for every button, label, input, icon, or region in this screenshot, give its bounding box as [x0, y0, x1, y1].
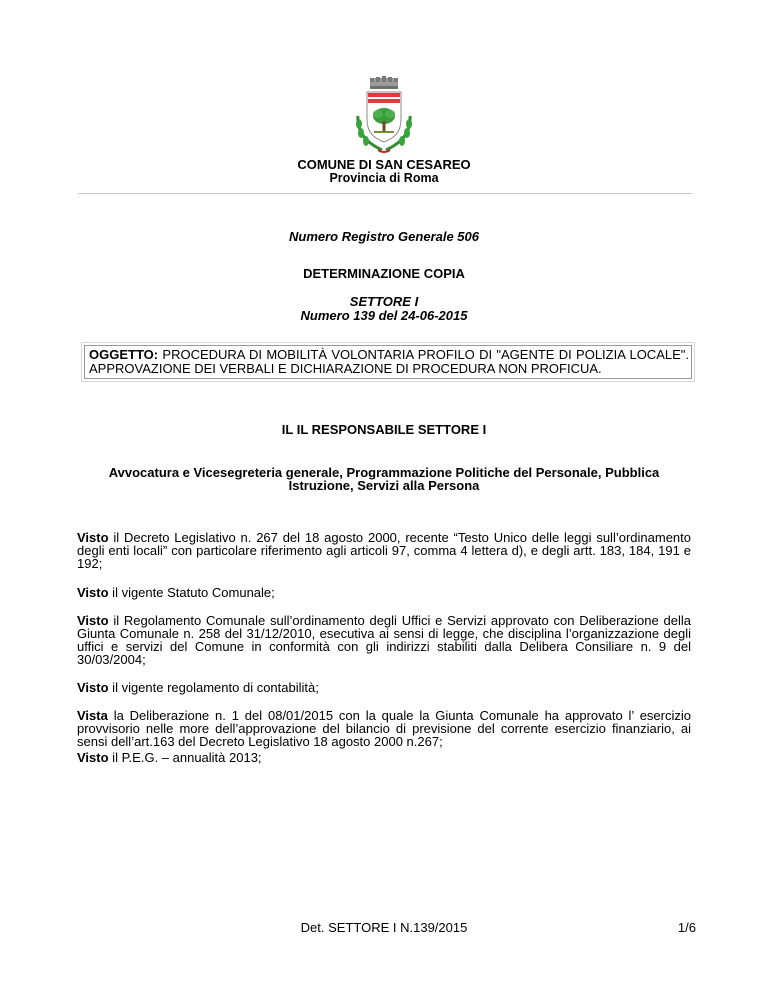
paragraph-text: il vigente regolamento di contabilità; [108, 680, 319, 695]
comune-name: COMUNE DI SAN CESAREO [297, 157, 471, 172]
settore-label: SETTORE I [349, 294, 419, 309]
paragraph-lead: Visto [77, 750, 109, 765]
crown-icon [370, 76, 398, 89]
paragraph-vista-deliberazione [77, 709, 691, 748]
registro-generale: Numero Registro Generale 506 [288, 229, 480, 244]
paragraph-visto-decreto [77, 531, 691, 570]
paragraph-text: il P.E.G. – annualità 2013; [108, 750, 262, 765]
paragraph-text: il vigente Statuto Comunale; [108, 585, 275, 600]
paragraph-lead: Vista [77, 708, 108, 723]
numero-determinazione: Numero 139 del 24-06-2015 [300, 308, 468, 323]
paragraph-visto-regolamento [77, 614, 691, 666]
paragraph-lead: Visto [77, 530, 109, 545]
paragraph-text: la Deliberazione n. 1 del 08/01/2015 con la quale la Giunta Comunale ha approvato l’ esercizio provvisorio nelle more dell’approvazione del bilancio di previsione del corrente esercizio finanziario, ai sensi dell’art.163 del Decreto Legislativo 18 agosto 2000 n.267; [77, 708, 691, 749]
paragraph-visto-statuto [77, 586, 691, 599]
oggetto-label: OGGETTO: [89, 347, 159, 362]
footer-page-number: 1/6 [677, 920, 696, 935]
header-divider [78, 193, 692, 194]
provincia-name: Provincia di Roma [329, 171, 439, 185]
paragraph-text: il Decreto Legislativo n. 267 del 18 agosto 2000, recente “Testo Unico delle leggi sull’ordinamento degli enti locali” con particolare riferimento agli articoli 97, comma 4 lettera d), e degli artt. 183, 184, 191 e 192; [77, 530, 691, 571]
oggetto-box [84, 345, 692, 379]
responsabile-heading: IL IL RESPONSABILE SETTORE I [281, 422, 487, 437]
comune-crest-emblem [346, 76, 422, 156]
paragraph-lead: Visto [77, 680, 109, 695]
footer-document-reference: Det. SETTORE I N.139/2015 [300, 920, 468, 935]
paragraph-visto-peg [77, 751, 691, 764]
settore-description: Avvocatura e Vicesegreteria generale, Programmazione Politiche del Personale, Pubblica Istruzione, Servizi alla Persona [108, 465, 660, 493]
paragraph-lead: Visto [77, 613, 109, 628]
paragraph-visto-contabilita [77, 681, 691, 694]
oggetto-text: PROCEDURA DI MOBILITÀ VOLONTARIA PROFILO DI "AGENTE DI POLIZIA LOCALE". APPROVAZIONE DEI VERBALI E DICHIARAZIONE DI PROCEDURA NON PROFICUA. [89, 347, 689, 376]
paragraph-lead: Visto [77, 585, 109, 600]
paragraph-text: il Regolamento Comunale sull’ordinamento degli Uffici e Servizi approvato con Deliberazione della Giunta Comunale n. 258 del 31/12/2010, esecutiva ai sensi di legge, che disciplina l’organizzazione degli uffici e servizi del Comune in conformità con gli indirizzi stabiliti dalla Delibera Consiliare n. 9 del 30/03/2004; [77, 613, 691, 667]
determinazione-title: DETERMINAZIONE COPIA [303, 266, 465, 281]
